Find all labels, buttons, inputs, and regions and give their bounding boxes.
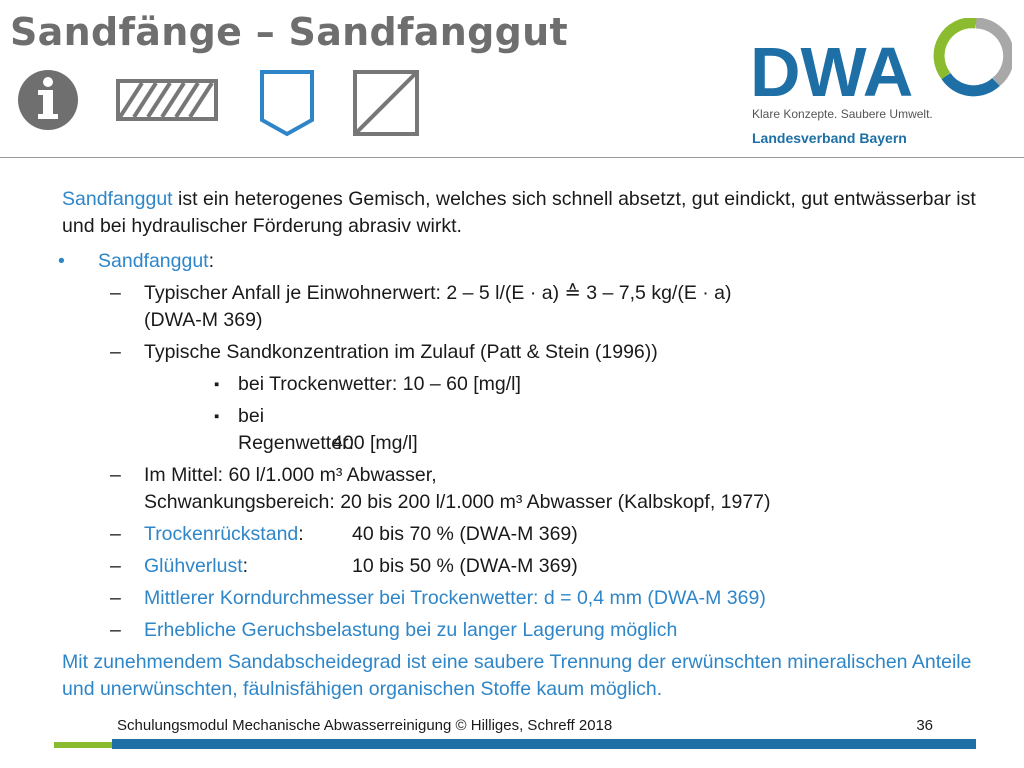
- diagonal-square-icon: [355, 72, 417, 134]
- trockenrueck-label: Trockenrückstand: [144, 523, 299, 545]
- list-item-sandkonzentration: [62, 339, 992, 366]
- dwa-wordmark: DWA: [750, 33, 914, 111]
- geruch-text: Erhebliche Geruchsbelastung bei zu langer Lagerung möglich: [144, 619, 678, 641]
- footer-accent-green: [54, 742, 112, 748]
- hatched-rectangle-icon: [118, 81, 216, 119]
- korn-text: Mittlerer Korndurchmesser bei Trockenwetter: d = 0,4 mm (DWA-M 369): [144, 587, 766, 609]
- square-marker: ▪: [214, 376, 220, 393]
- bullet-suffix: :: [208, 250, 215, 272]
- list-item-anfall: [62, 280, 992, 334]
- trocken-value: 10 – 60 [mg/l]: [397, 373, 521, 395]
- bullet-marker: •: [58, 250, 65, 272]
- page-number: 36: [916, 717, 933, 734]
- gluehverlust-value: 10 bis 50 % (DWA-M 369): [352, 555, 578, 577]
- anfall-line2: (DWA-M 369): [144, 309, 263, 331]
- colon: :: [298, 523, 304, 545]
- dash-marker: –: [110, 523, 121, 545]
- square-marker: ▪: [214, 408, 220, 425]
- footer-text: Schulungsmodul Mechanische Abwasserreinigung © Hilliges, Schreff 2018: [117, 717, 613, 734]
- intro-paragraph: [62, 186, 992, 240]
- slide-title: Sandfänge – Sandfanggut: [10, 10, 568, 54]
- slide-body: [58, 186, 992, 711]
- colon: :: [242, 555, 249, 577]
- regen-label: bei Regenwetter:: [238, 405, 354, 454]
- dwa-ring-icon: [939, 23, 1009, 91]
- icon-row: [18, 68, 428, 138]
- dash-marker: –: [110, 282, 121, 304]
- regen-value: 400 [mg/l]: [332, 432, 418, 454]
- dash-marker: –: [110, 341, 121, 363]
- logo-region: Landesverband Bayern: [752, 130, 907, 146]
- intro-text: ist ein heterogenes Gemisch, welches sich schnell absetzt, gut eindickt, gut entwässerbar ist und bei hydraulischer Förderung abrasiv wirkt.: [62, 188, 976, 237]
- mittel-line1: Im Mittel: 60 l/1.000 m³ Abwasser,: [144, 464, 437, 486]
- dash-marker: –: [110, 587, 121, 609]
- anfall-line1: Typischer Anfall je Einwohnerwert: 2 – 5 l/(E · a) ≙ 3 – 7,5 kg/(E · a): [144, 282, 732, 304]
- info-icon: [18, 70, 78, 130]
- sublist-item-regenwetter: [62, 403, 992, 457]
- list-item-gluehverlust: [62, 553, 992, 580]
- sandkonz-text: Typische Sandkonzentration im Zulauf (Patt & Stein (1996)): [144, 341, 658, 363]
- header-divider: [0, 157, 1024, 158]
- footer-accent-blue: [112, 739, 976, 749]
- sublist-item-trockenwetter: [62, 371, 992, 398]
- list-item-korndurchmesser: [62, 585, 992, 612]
- logo-tagline: Klare Konzepte. Saubere Umwelt.: [752, 107, 933, 121]
- intro-term: Sandfanggut: [62, 188, 173, 210]
- dash-marker: –: [110, 619, 121, 641]
- bullet-term: Sandfanggut: [98, 250, 209, 272]
- trocken-label: bei Trockenwetter:: [238, 373, 398, 395]
- trockenrueck-value: 40 bis 70 % (DWA-M 369): [352, 523, 578, 545]
- gluehverlust-label: Glühverlust: [144, 555, 243, 577]
- list-item-mittel: [62, 462, 992, 516]
- mittel-line2: Schwankungsbereich: 20 bis 200 l/1.000 m³ Abwasser (Kalbskopf, 1977): [144, 491, 771, 513]
- bullet-sandfanggut: [58, 248, 992, 275]
- list-item-geruch: [62, 617, 992, 644]
- shield-pentagon-icon: [262, 72, 312, 134]
- dash-marker: –: [110, 555, 121, 577]
- closing-paragraph: Mit zunehmendem Sandabscheidegrad ist eine saubere Trennung der erwünschten mineralischen Anteile und unerwünschten, fäulnisfähigen organischen Stoffe kaum möglich.: [62, 651, 972, 700]
- list-item-trockenrueckstand: [62, 521, 992, 548]
- dash-marker: –: [110, 464, 121, 486]
